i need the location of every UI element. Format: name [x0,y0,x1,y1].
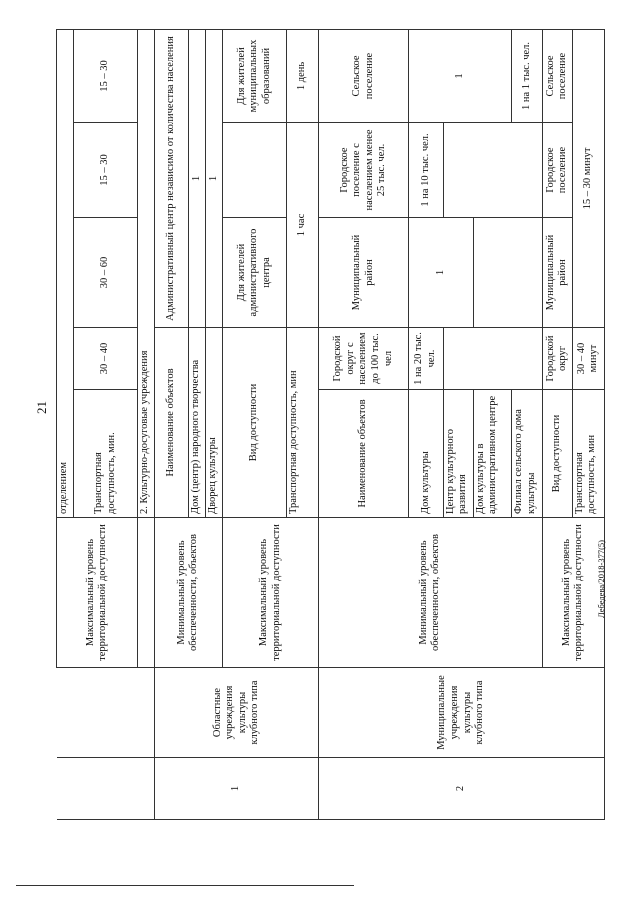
object-name: Дом культуры [409,390,443,518]
cell-value: 1 на 20 тыс. чел. [409,328,443,390]
culture-standards-table [56,29,605,820]
admin-center-text: Административный центр независимо от количества населения [155,29,189,327]
cell-value: 15 – 30 [74,123,138,218]
label-transport-time: Транспортная доступность, мин [572,390,604,518]
label-max-level: Максимальный уровень территориальной доступности [57,518,138,668]
access-municipal: Для жителей муниципальных образований [222,29,286,122]
object-name: Дом (центр) народного творчества [189,328,206,518]
section-2-title: 2. Культурно-досуговые учреждения [138,29,155,517]
cell-value: 15 – 30 [74,29,138,122]
time-value: 15 – 30 минут [572,29,604,327]
section-header-row [138,29,155,819]
remote-tail-text: отделением [57,29,74,517]
object-name: Центр культурного развития [443,390,473,518]
access-col: Сельское поселение [542,29,572,122]
time-value: 30 – 40 минут [572,328,604,390]
cell-value: 30 – 60 [74,218,138,328]
row-1-number: 1 [155,758,319,820]
label-object-name: Наименование объектов [319,390,409,518]
cell-value: 1 на 10 тыс. чел. [409,123,443,218]
label-transport-time: Транспортная доступность, мин [287,328,319,518]
col-header: Муниципальный район [319,218,409,328]
cell-value: 1 [409,218,473,328]
table-row [155,29,189,819]
row-1-name: Областные учреждения культуры клубного типа [155,668,319,758]
label-object-name: Наименование объектов [155,328,189,518]
object-name: Филиал сельского дома культуры [512,390,542,518]
cell-value: 1 [409,29,512,122]
label-access-type: Вид доступности [222,328,286,518]
access-col: Муниципальный район [542,218,572,328]
row-2-name: Муниципальные учреждения культуры клубного типа [319,668,605,758]
footnote-divider [16,885,354,886]
cell-value: 1 на 1 тыс. чел. [512,29,542,122]
table-row [57,29,74,819]
access-col: Городское поселение [542,123,572,218]
label-max-level: Максимальный уровень территориальной доступности [542,518,604,668]
label-min-level: Минимальный уровень обеспеченности, объектов [155,518,223,668]
col-header: Сельское поселение [319,29,409,122]
cell-value: 30 – 40 [74,328,138,390]
col-header: Городской округ с населением до 100 тыс. чел [319,328,409,390]
label-transport-time: Транспортная доступность, мин. [74,390,138,518]
object-name: Дворец культуры [206,328,223,518]
time-value: 1 день [287,29,319,122]
access-col: Городской округ [542,328,572,390]
label-max-level: Максимальный уровень территориальной доступности [222,518,318,668]
label-min-level: Минимальный уровень обеспеченности, объектов [319,518,542,668]
cell-value: 1 [189,29,206,327]
rotated-table-wrapper [56,30,605,820]
access-admin-center: Для жителей административного центра [222,218,286,328]
col-header: Городское поселение с населением менее 25 тыс. чел. [319,123,409,218]
row-2-number: 2 [319,758,605,820]
table-row [319,29,409,819]
page-number: 21 [34,401,49,414]
cell-value: 1 [206,29,223,327]
document-reference: Лебедева/2018-377(5) [596,540,606,618]
time-value: 1 час [287,123,319,328]
label-access-type: Вид доступности [542,390,572,518]
object-name: Дом культуры в административном центре [473,390,512,518]
